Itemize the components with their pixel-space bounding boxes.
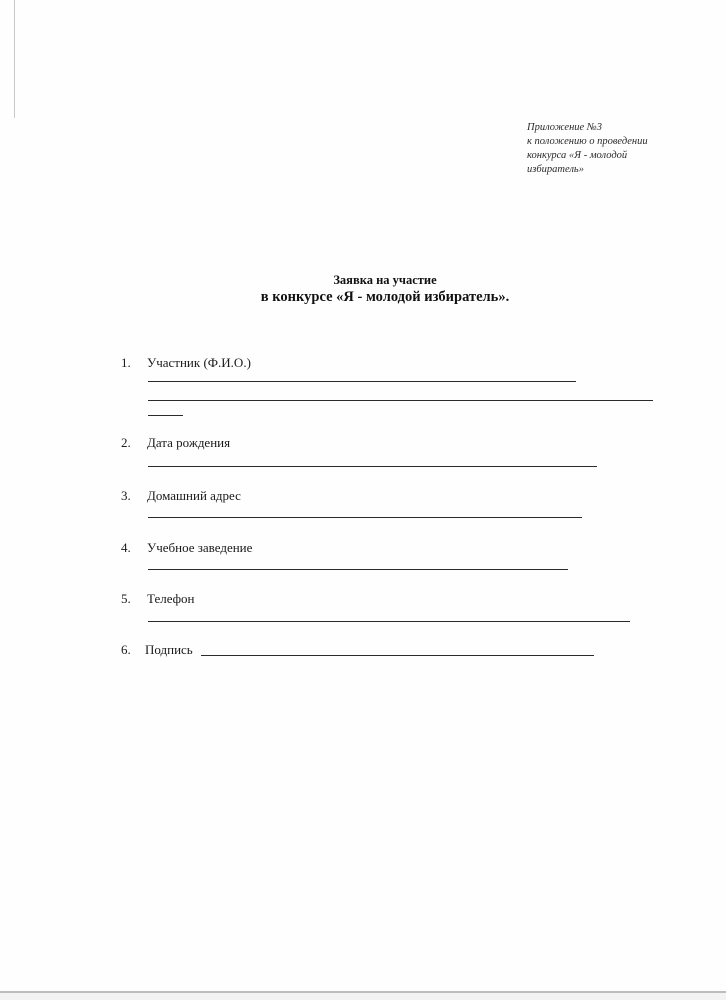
field-number: 4. xyxy=(121,540,131,555)
appendix-note xyxy=(527,121,648,177)
field-number: 3. xyxy=(121,488,131,503)
scan-edge-left xyxy=(14,0,15,118)
field-label-phone: Телефон xyxy=(147,591,195,606)
field-label-birth-date: Дата рождения xyxy=(147,435,231,450)
field-number: 1. xyxy=(121,355,131,370)
fill-line xyxy=(148,621,630,622)
fill-line xyxy=(148,381,576,382)
fill-line xyxy=(148,400,653,401)
appendix-line: к положению о проведении xyxy=(527,136,648,147)
appendix-line: избиратель» xyxy=(527,164,584,175)
field-number: 5. xyxy=(121,591,131,606)
fill-line xyxy=(148,415,183,416)
appendix-line: конкурса «Я - молодой xyxy=(527,150,628,161)
signature-line xyxy=(201,655,594,656)
field-label-home-address: Домашний адрес xyxy=(147,488,241,503)
field-number: 6. xyxy=(121,642,131,657)
field-number: 2. xyxy=(121,435,131,450)
fill-line xyxy=(148,569,568,570)
field-label-participant: Участник (Ф.И.О.) xyxy=(147,355,251,370)
document-subtitle: в конкурсе «Я - молодой избиратель». xyxy=(260,289,510,305)
field-label-signature: Подпись xyxy=(145,642,193,657)
appendix-line: Приложение №3 xyxy=(527,122,602,133)
fill-line xyxy=(148,517,582,518)
scan-margin-bottom xyxy=(0,993,726,1000)
document-title: Заявка на участие xyxy=(333,273,437,287)
field-label-school: Учебное заведение xyxy=(147,540,253,555)
fill-line xyxy=(148,466,597,467)
